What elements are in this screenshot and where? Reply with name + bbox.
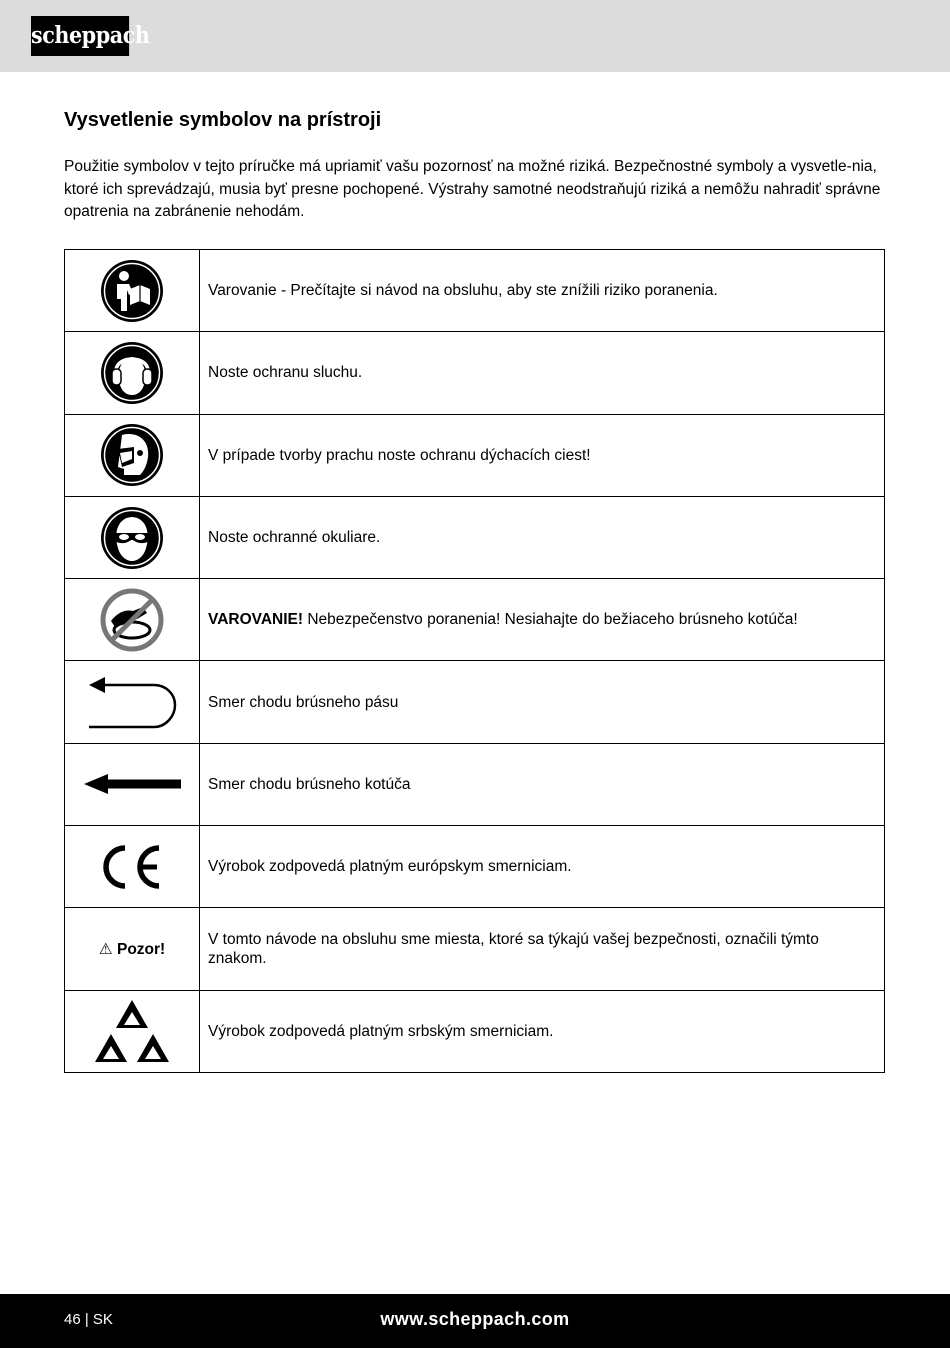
- table-row: [65, 496, 885, 578]
- website-link[interactable]: www.scheppach.com: [380, 1309, 570, 1329]
- warning-keyword: VAROVANIE!: [208, 611, 304, 629]
- symbol-description: V tomto návode na obsluhu sme miesta, ktoré sa týkajú vašej bezpečnosti, označili týmto znakom.: [200, 908, 885, 990]
- respirator-icon: [100, 423, 164, 487]
- table-row: [65, 990, 885, 1072]
- table-row: [65, 414, 885, 496]
- symbol-description: Noste ochranu sluchu.: [200, 332, 885, 414]
- symbol-description: V prípade tvorby prachu noste ochranu dýchacích ciest!: [200, 414, 885, 496]
- table-row: [65, 250, 885, 332]
- serbian-conformity-icon: [95, 998, 169, 1064]
- table-row: [65, 908, 885, 990]
- symbol-description: Varovanie - Prečítajte si návod na obsluhu, aby ste znížili riziko poranenia.: [200, 250, 885, 332]
- table-row: [65, 743, 885, 825]
- brand-logo: scheppach: [31, 16, 129, 56]
- symbol-table: [64, 249, 885, 1073]
- page-footer: [0, 1294, 950, 1348]
- table-row: [65, 661, 885, 743]
- ce-mark-icon: [97, 842, 167, 892]
- symbol-description: Noste ochranné okuliare.: [200, 496, 885, 578]
- symbol-description: Smer chodu brúsneho kotúča: [200, 743, 885, 825]
- intro-paragraph: Použitie symbolov v tejto príručke má upriamiť vašu pozornosť na možné riziká. Bezpečnostné symboly a vysvetle-nia, ktoré ich sprevádzajú, musia byť presne pochopené. Výstrahy samotné neodstraňujú riziká a nemôžu nahradiť správne opatrenia na zabránenie nehodám.: [64, 158, 881, 220]
- table-row: [65, 579, 885, 661]
- ear-protection-icon: [100, 341, 164, 405]
- page-header: [0, 0, 950, 72]
- warning-text: Nebezpečenstvo poranenia! Nesiahajte do bežiaceho brúsneho kotúča!: [303, 611, 798, 629]
- symbol-description: Výrobok zodpovedá platným európskym smerniciam.: [200, 826, 885, 908]
- table-row: [65, 826, 885, 908]
- read-manual-icon: [100, 259, 164, 323]
- disc-direction-arrow-icon: [82, 771, 182, 797]
- symbol-description: Smer chodu brúsneho pásu: [200, 661, 885, 743]
- symbol-description: Výrobok zodpovedá platným srbským smerniciam.: [200, 990, 885, 1072]
- no-touch-disc-icon: [99, 587, 165, 653]
- table-row: [65, 332, 885, 414]
- symbol-description: [200, 579, 885, 661]
- safety-goggles-icon: [100, 506, 164, 570]
- warning-triangle-icon: ⚠ Pozor!: [98, 940, 166, 958]
- belt-direction-arrow-icon: [84, 671, 180, 733]
- page-number: 46 | SK: [64, 1311, 113, 1328]
- page-title: Vysvetlenie symbolov na prístroji: [64, 109, 382, 131]
